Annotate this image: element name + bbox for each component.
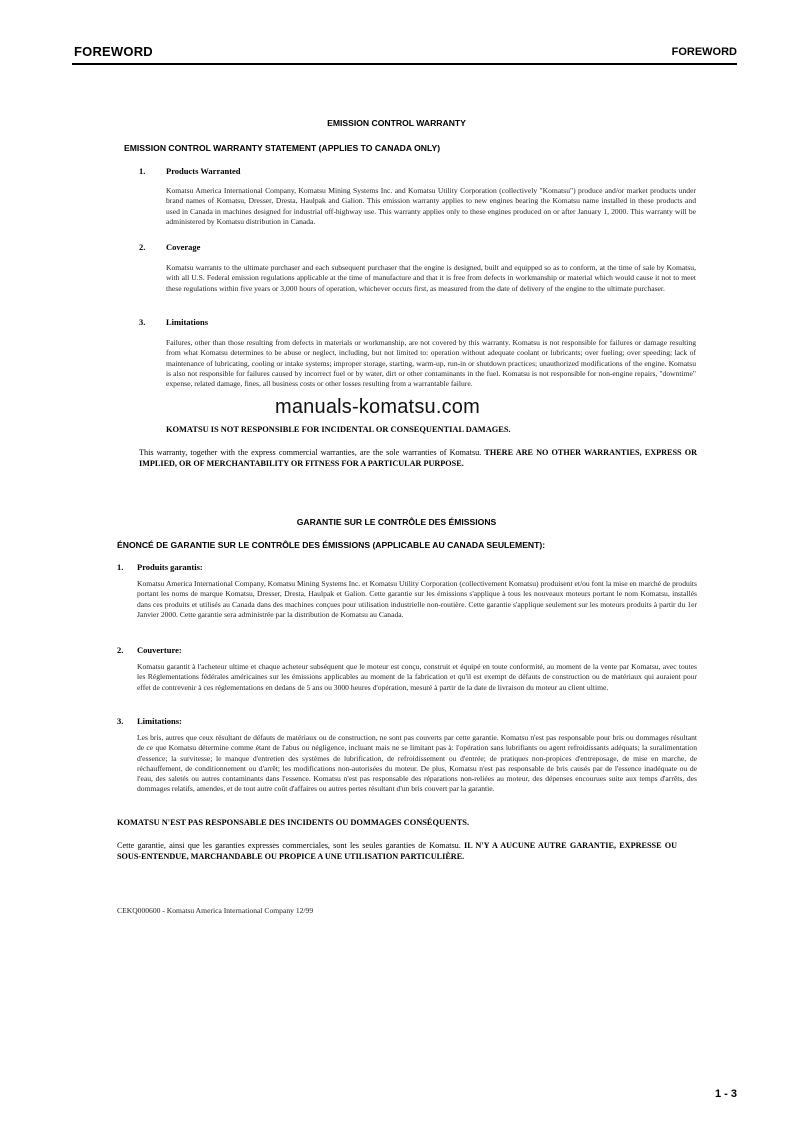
- english-section-3-label: Limitations: [166, 317, 209, 327]
- english-section-2-number: 2.: [139, 242, 146, 252]
- french-closing: [117, 840, 677, 862]
- french-section-2-text: Komatsu garantit à l'acheteur ultime et chaque acheteur subséquent que le moteur est conçu, construit et équipé en toute conformité, au moment de la vente par Komatsu, avec toutes les Réglementations fédérales américaines sur les émissions applicables au moment de la fabrication et qu'il est exempt de défauts de construction ou de matériaux qui auraient pour effet de contrevenir à ces réglementations en dedans de 5 ans ou 3000 heures d'opération, mesuré à partir de la date de livraison du moteur au client ultime.: [137, 662, 697, 692]
- french-section-2-number: 2.: [117, 645, 124, 655]
- english-section-2-text: Komatsu warrants to the ultimate purchaser and each subsequent purchaser that the engine is designed, built and equipped so as to conform, at the time of sale by Komatsu, with all U.S. Federal emission regulations applicable at the time of manufacture and that it is free from defects in workmanship or material which would cause it not to meet these regulations within five years or 3,000 hours of operation, whichever occurs first, as measured from the date of delivery of the engine to the ultimate purchaser.: [166, 263, 696, 293]
- english-subtitle: EMISSION CONTROL WARRANTY STATEMENT (APPLIES TO CANADA ONLY): [124, 143, 441, 153]
- english-title: EMISSION CONTROL WARRANTY: [327, 118, 466, 128]
- english-section-2-label: Coverage: [166, 242, 201, 252]
- english-closing: [139, 447, 697, 469]
- english-closing-normal: This warranty, together with the express commercial warranties, are the sole warranties of Komatsu.: [139, 448, 482, 457]
- header-title-left: FOREWORD: [74, 44, 153, 59]
- english-section-3-number: 3.: [139, 317, 146, 327]
- header-title-right: FOREWORD: [671, 46, 737, 58]
- french-section-2-label: Couverture:: [137, 645, 182, 655]
- english-closing-bold: THERE ARE NO OTHER WARRANTIES, EXPRESS OR IMPLIED, OR OF MERCHANTABILITY OR FITNESS FOR A PARTICULAR PURPOSE.: [139, 448, 697, 468]
- french-title: GARANTIE SUR LE CONTRÔLE DES ÉMISSIONS: [296, 517, 497, 527]
- english-disclaimer: KOMATSU IS NOT RESPONSIBLE FOR INCIDENTAL OR CONSEQUENTIAL DAMAGES.: [166, 425, 511, 434]
- english-section-1-label: Products Warranted: [166, 166, 241, 176]
- document-code-note: CEKQ000600 - Komatsu America International Company 12/99: [117, 906, 314, 915]
- french-section-3-label: Limitations:: [137, 716, 182, 726]
- english-section-1-number: 1.: [139, 166, 146, 176]
- french-section-3-number: 3.: [117, 716, 124, 726]
- page-number: 1 - 3: [714, 1088, 737, 1100]
- french-section-1-number: 1.: [117, 562, 124, 572]
- french-subtitle: ÉNONCÉ DE GARANTIE SUR LE CONTRÔLE DES ÉMISSIONS (APPLICABLE AU CANADA SEULEMENT):: [117, 540, 546, 550]
- french-disclaimer: KOMATSU N'EST PAS RESPONSABLE DES INCIDENTS OU DOMMAGES CONSÉQUENTS.: [117, 818, 470, 827]
- french-section-1-label: Produits garantis:: [137, 562, 203, 572]
- english-section-3-text: Failures, other than those resulting from defects in materials or workmanship, are not covered by this warranty. Komatsu is not responsible for failures or damage resulting from what Komatsu determines to be abuse or neglect, including, but not limited to: operation without adequate coolant or lubricants; over fueling; over speeding; lack of maintenance of lubricating, cooling or intake systems; improper storage, starting, warm-up, run-in or shutdown practices; unauthorized modifications of the engine. Komatsu is also not responsible for failures caused by incorrect fuel or by water, dirt or other contaminants in the fuel. Komatsu is not responsible for non-engine repairs, "downtime" expense, related damage, fines, all business costs or other losses resulting from a warrantable failure.: [166, 338, 696, 389]
- header-rule: [72, 63, 737, 65]
- watermark: manuals-komatsu.com: [275, 396, 480, 418]
- french-closing-bold: IL N'Y A AUCUNE AUTRE GARANTIE, EXPRESSE OU SOUS-ENTENDUE, MARCHANDABLE OU PROPICE A UNE UTILISATION PARTICULIÈRE.: [117, 841, 678, 861]
- french-section-1-text: Komatsu America International Company, Komatsu Mining Systems Inc. et Komatsu Utility Corporation (collectivement Komatsu) produisent et/ou font la mise en marché de produits portant les noms de marque Komatsu, Dresser, Dresta, Haulpak et Galion. Cette garantie sur les émissions s'applique à tous les nouveaux moteurs portant le nom Komatsu, installés dans ces produits et utilisés au Canada dans des machines conçues pour utilisation industrielle non-routière. Cette garantie s'applique seulement sur les moteurs produits à partir du 1er Janvier 2000. Cette garantie sera administrée par la distribution de Komatsu au Canada.: [137, 579, 697, 619]
- french-closing-normal: Cette garantie, ainsi que les garanties expresses commerciales, sont les seules garanties de Komatsu.: [117, 841, 461, 850]
- french-section-3-text: Les bris, autres que ceux résultant de défauts de matériaux ou de construction, ne sont pas couverts par cette garantie. Komatsu n'est pas responsable pour bris ou dommages résultant de ce que Komatsu détermine comme étant de l'abus ou négligence, incluant mais ne se limitant pas à: l'opération sans lubrifiants ou agent refroidissants adéquats; la suralimentation d'essence; la survitesse; le manque d'entretien des systèmes de lubrification, de refroidissement ou d'entrée; de pratiques non-propices d'entreposage, de mise en marche, de réchauffement, de conditionnement ou d'arrêt; les modifications non-autorisées du moteur. De plus, Komatsu n'est pas responsable de bris causés par de l'essence inadéquate ou de l'eau, des saletés ou autres contaminants dans l'essence. Komatsu n'est pas responsable des réparations non-reliées au moteur, des dépenses encourues suite aux temps d'arrêts, des dommages relatifs, amendes, et de tout autre coût d'affaires ou autres pertes résultant d'un bris couvert par la garantie.: [137, 733, 697, 794]
- english-section-1-text: Komatsu America International Company, Komatsu Mining Systems Inc. and Komatsu Utility Corporation (collectively "Komatsu") produce and/or market products under brand names of Komatsu, Dresser, Dresta, Haulpak and Galion. This emission warranty applies to new engines bearing the Komatsu name installed in these products and used in Canada in machines designed for industrial off-highway use. This warranty applies only to these engines produced on or after January 1, 2000. This warranty will be administered by Komatsu distribution in Canada.: [166, 186, 696, 226]
